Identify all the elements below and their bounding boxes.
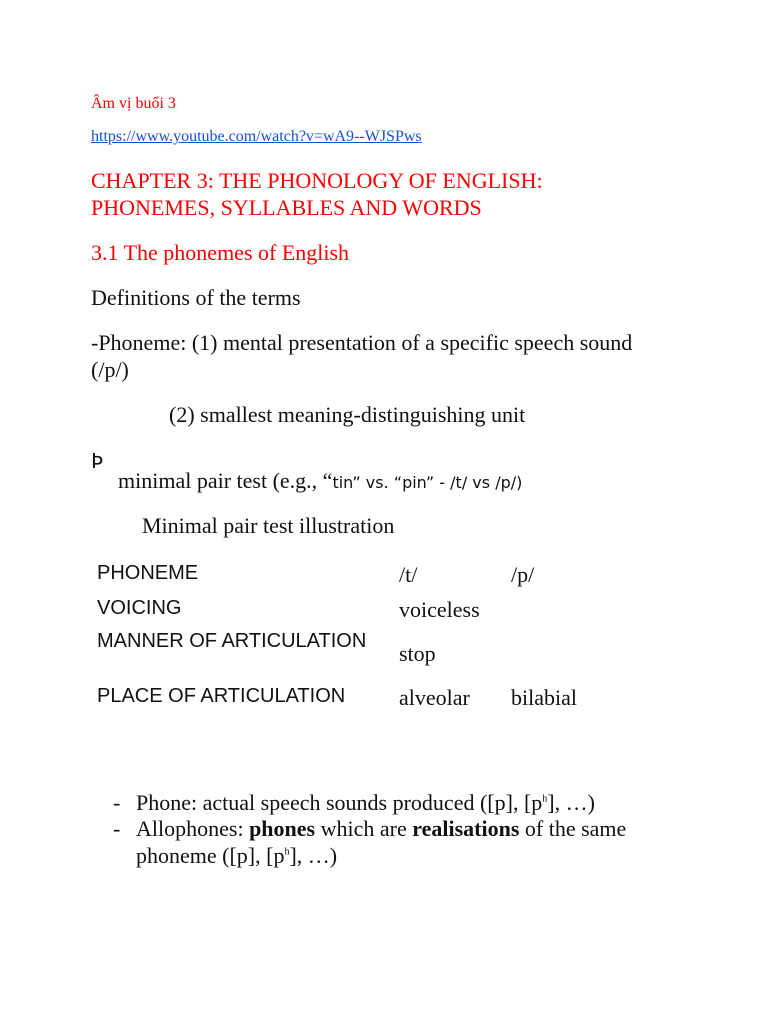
table-cell: bilabial xyxy=(511,685,577,710)
illustration-caption: Minimal pair test illustration xyxy=(142,513,395,538)
allophones-bold-realisations: realisations xyxy=(412,816,520,841)
table-cell: alveolar xyxy=(399,685,470,710)
section-title: 3.1 The phonemes of English xyxy=(91,240,350,265)
bullet-marker: - xyxy=(113,790,121,815)
allophones-text: of the same xyxy=(519,816,627,841)
bullet-allophones-line2 xyxy=(136,843,337,869)
chapter-title-line1: CHAPTER 3: THE PHONOLOGY OF ENGLISH: xyxy=(91,168,543,193)
table-cell: PHONEME xyxy=(97,562,199,584)
allophones-bold-phones: phones xyxy=(249,816,316,841)
allophones-text: Allophones: xyxy=(136,816,250,841)
table-cell: PLACE OF ARTICULATION xyxy=(97,685,346,707)
phoneme-def-line3: (2) smallest meaning-distinguishing unit xyxy=(169,402,526,427)
allophones-text-end: ], …) xyxy=(289,843,338,868)
video-link[interactable]: https://www.youtube.com/watch?v=wA9--WJSPws xyxy=(91,128,422,145)
bullet-phone-text-end: ], …) xyxy=(547,790,595,815)
table-cell: VOICING xyxy=(97,597,182,619)
minimal-pair-lead: minimal pair test (e.g., “ xyxy=(118,468,333,493)
minimal-pair-line xyxy=(118,468,522,494)
definitions-heading: Definitions of the terms xyxy=(91,285,301,310)
allophones-text: which are xyxy=(315,816,413,841)
allophones-sup: h xyxy=(284,846,290,858)
phoneme-def-line2: (/p/) xyxy=(91,357,129,382)
minimal-pair-tin: tin xyxy=(332,473,353,492)
chapter-title-line2: PHONEMES, SYLLABLES AND WORDS xyxy=(91,195,482,220)
table-cell: /p/ xyxy=(511,562,535,587)
table-cell: /t/ xyxy=(399,562,418,587)
table-cell: stop xyxy=(399,641,436,666)
bullet-allophones xyxy=(136,816,626,842)
arrow-icon: Þ xyxy=(91,449,104,473)
table-cell: MANNER OF ARTICULATION xyxy=(97,630,367,652)
lesson-title: Âm vị buổi 3 xyxy=(91,95,176,112)
bullet-phone-text: Phone: actual speech sounds produced ([p], [p xyxy=(136,790,543,815)
table-cell: voiceless xyxy=(399,597,480,622)
minimal-pair-rest: ” vs. “pin” - /t/ vs /p/) xyxy=(352,473,523,492)
bullet-marker: - xyxy=(113,816,121,841)
bullet-phone-sup: h xyxy=(542,793,548,805)
phoneme-def-line1: -Phoneme: (1) mental presentation of a specific speech sound xyxy=(91,330,633,355)
allophones-text: phoneme ([p], [p xyxy=(136,843,285,868)
bullet-phone xyxy=(136,790,595,816)
